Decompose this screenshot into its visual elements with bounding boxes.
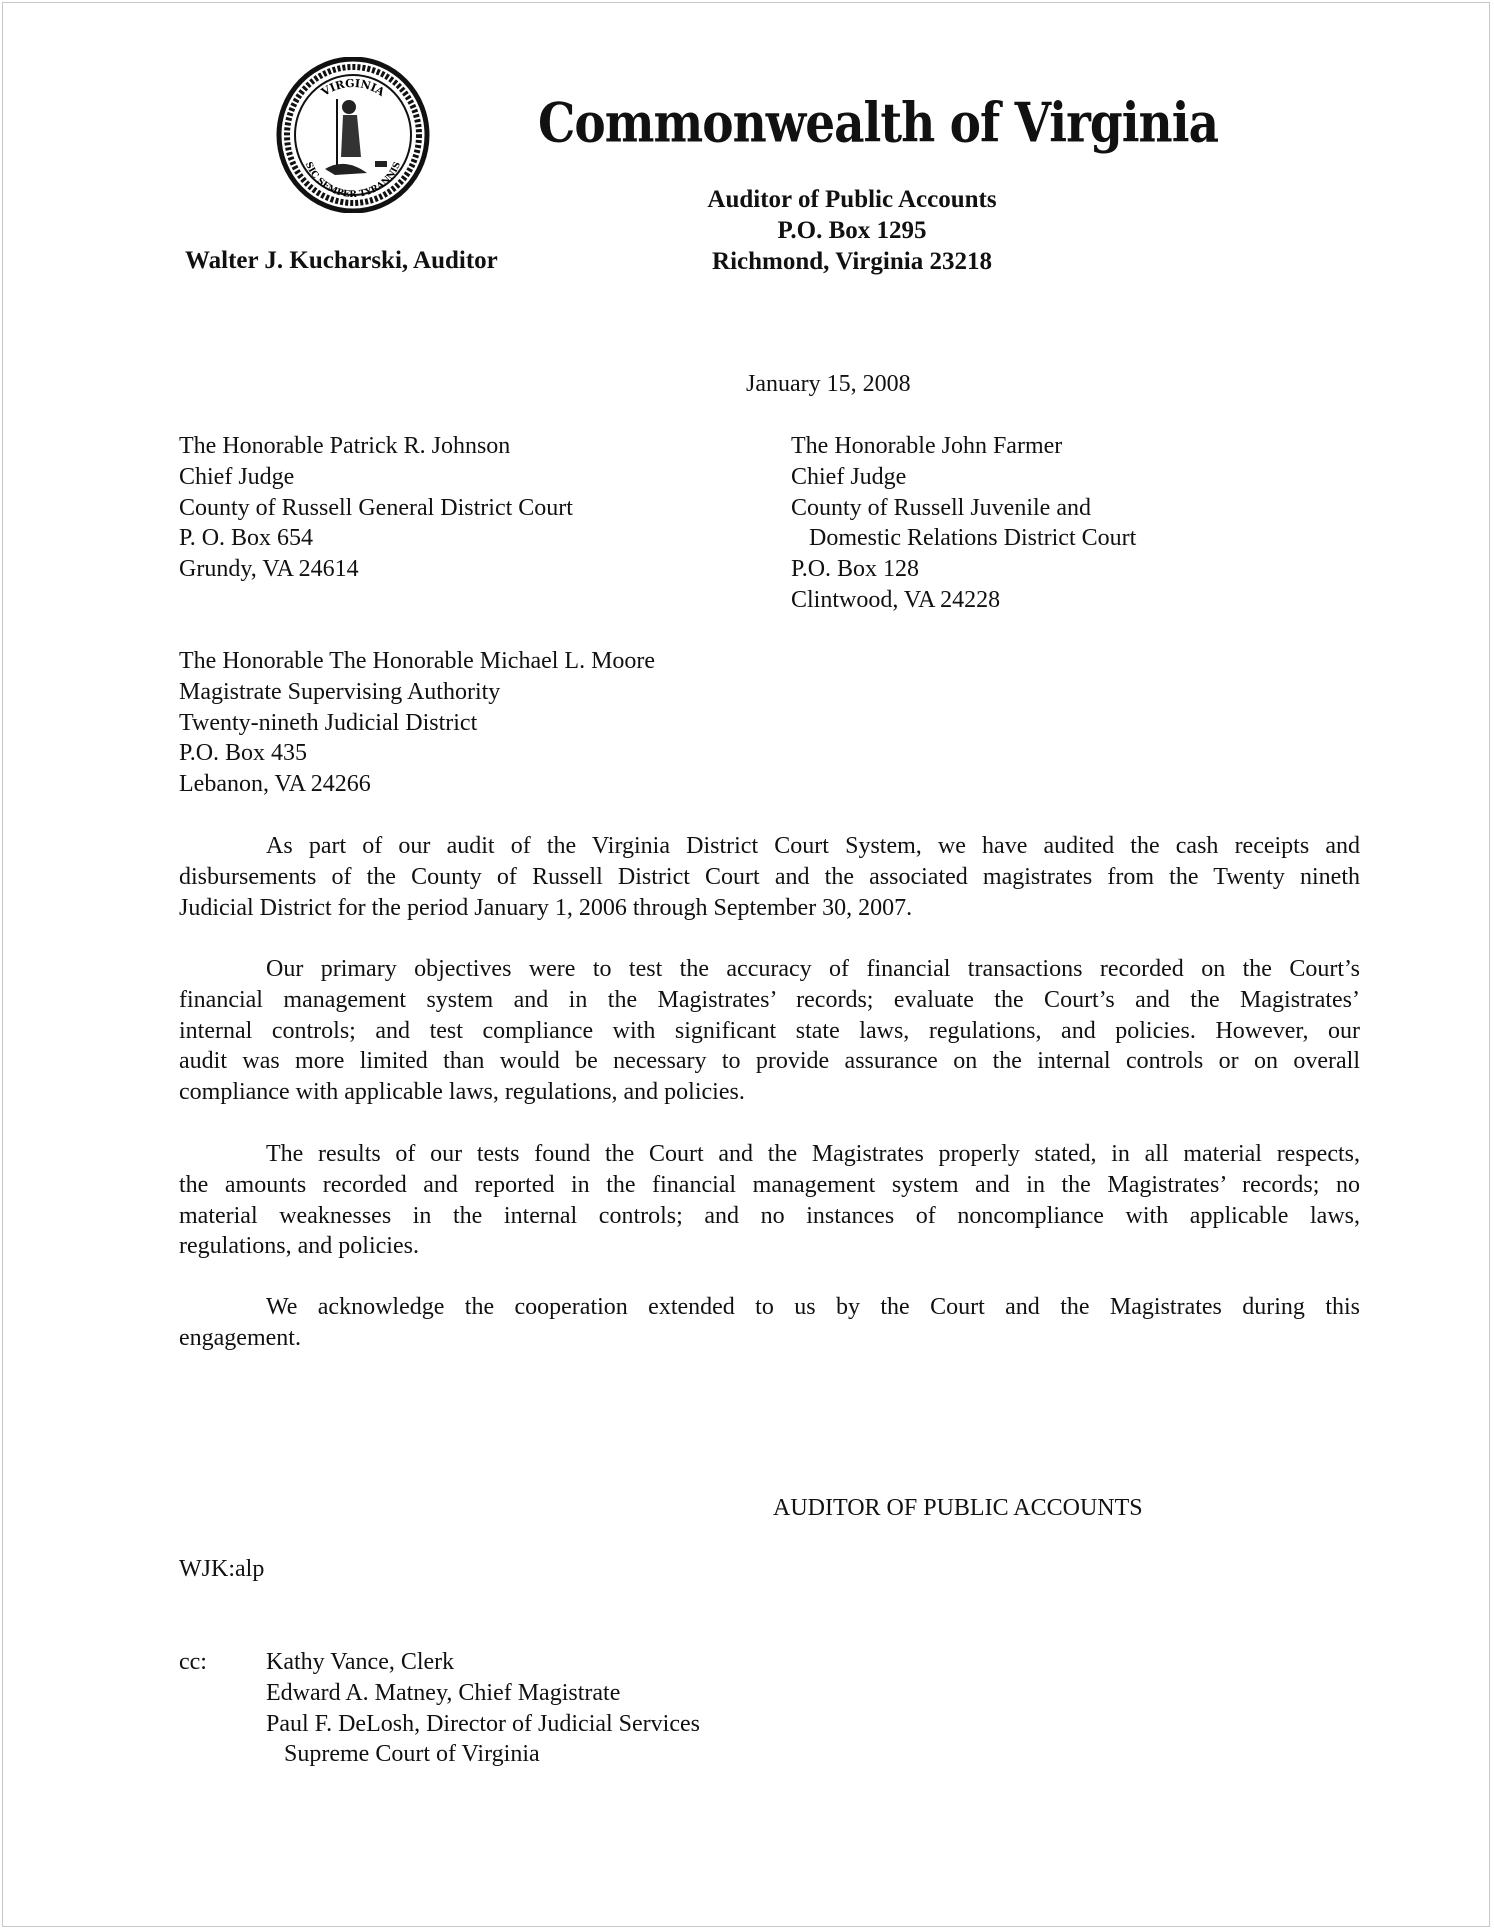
body-paragraph bbox=[179, 954, 1360, 1108]
address-line: The Honorable The Honorable Michael L. Moore bbox=[179, 648, 656, 674]
address-line: County of Russell General District Court bbox=[179, 494, 573, 521]
address-line: Lebanon, VA 24266 bbox=[179, 771, 371, 798]
cc-recipient: Kathy Vance, Clerk bbox=[266, 1649, 455, 1675]
address-line: The Honorable Patrick R. Johnson bbox=[179, 433, 511, 459]
body-paragraph bbox=[179, 831, 1360, 923]
address-line: Domestic Relations District Court bbox=[791, 525, 1137, 552]
addressee-right bbox=[791, 431, 1136, 616]
cc-recipient: Paul F. DeLosh, Director of Judicial Services bbox=[266, 1710, 700, 1737]
paragraph-line: As part of our audit of the Virginia District Court System, we have audited the cash receipts and bbox=[266, 833, 1360, 859]
paragraph-line: disbursements of the County of Russell District Court and the associated magistrates from the Twenty nineth bbox=[179, 863, 1360, 890]
address-line: P.O. Box 435 bbox=[179, 740, 308, 767]
address-line: Clintwood, VA 24228 bbox=[791, 586, 1001, 613]
signature-block: AUDITOR OF PUBLIC ACCOUNTS bbox=[773, 1495, 1143, 1521]
paragraph-line: We acknowledge the cooperation extended to us by the Court and the Magistrates during this bbox=[266, 1294, 1360, 1320]
office-city: Richmond, Virginia 23218 bbox=[712, 248, 992, 275]
letter-date: January 15, 2008 bbox=[746, 371, 911, 397]
paragraph-line: engagement. bbox=[179, 1324, 301, 1351]
virginia-seal-icon bbox=[275, 57, 431, 218]
cc-recipient: Supreme Court of Virginia bbox=[266, 1741, 540, 1768]
paragraph-line: material weaknesses in the internal controls; and no instances of noncompliance with applicable laws, bbox=[179, 1202, 1360, 1229]
addressee-third bbox=[179, 646, 655, 800]
address-line: The Honorable John Farmer bbox=[791, 433, 1063, 459]
paragraph-line: Our primary objectives were to test the accuracy of financial transactions recorded on the Court’s bbox=[266, 956, 1360, 982]
cc-label: cc: bbox=[179, 1649, 207, 1675]
paragraph-line: financial management system and in the Magistrates’ records; evaluate the Court’s and the Magistrates’ bbox=[179, 986, 1360, 1013]
paragraph-line: Judicial District for the period January 1, 2006 through September 30, 2007. bbox=[179, 894, 913, 921]
paragraph-line: The results of our tests found the Court and the Magistrates properly stated, in all material respects, bbox=[266, 1141, 1360, 1167]
auditor-name: Walter J. Kucharski, Auditor bbox=[185, 247, 498, 274]
initials: WJK:alp bbox=[179, 1556, 265, 1582]
svg-text:SIC SEMPER TYRANNIS: SIC SEMPER TYRANNIS bbox=[302, 160, 404, 201]
letterhead-address bbox=[652, 184, 1052, 277]
address-line: Twenty-nineth Judicial District bbox=[179, 709, 478, 736]
address-line: P.O. Box 128 bbox=[791, 556, 920, 583]
paragraph-line: the amounts recorded and reported in the financial management system and in the Magistrates’ records; no bbox=[179, 1171, 1360, 1198]
address-line: County of Russell Juvenile and bbox=[791, 494, 1091, 521]
address-line: Grundy, VA 24614 bbox=[179, 556, 359, 583]
body-paragraph bbox=[179, 1292, 1360, 1354]
body-paragraph bbox=[179, 1139, 1360, 1262]
cc-list bbox=[266, 1647, 700, 1770]
address-line: Chief Judge bbox=[791, 463, 907, 490]
addressee-left bbox=[179, 431, 573, 585]
paragraph-line: internal controls; and test compliance with significant state laws, regulations, and policies. However, our bbox=[179, 1017, 1360, 1044]
svg-text:VIRGINIA: VIRGINIA bbox=[319, 76, 387, 99]
letterhead-title: Commonwealth of Virginia bbox=[538, 91, 1219, 156]
paragraph-line: regulations, and policies. bbox=[179, 1233, 419, 1260]
address-line: Chief Judge bbox=[179, 463, 295, 490]
office-po-box: P.O. Box 1295 bbox=[777, 217, 927, 244]
cc-recipient: Edward A. Matney, Chief Magistrate bbox=[266, 1679, 621, 1706]
address-line: P. O. Box 654 bbox=[179, 525, 314, 552]
paragraph-line: compliance with applicable laws, regulations, and policies. bbox=[179, 1079, 745, 1106]
address-line: Magistrate Supervising Authority bbox=[179, 678, 501, 705]
office-name: Auditor of Public Accounts bbox=[707, 186, 997, 213]
paragraph-line: audit was more limited than would be necessary to provide assurance on the internal controls or on overall bbox=[179, 1048, 1360, 1075]
